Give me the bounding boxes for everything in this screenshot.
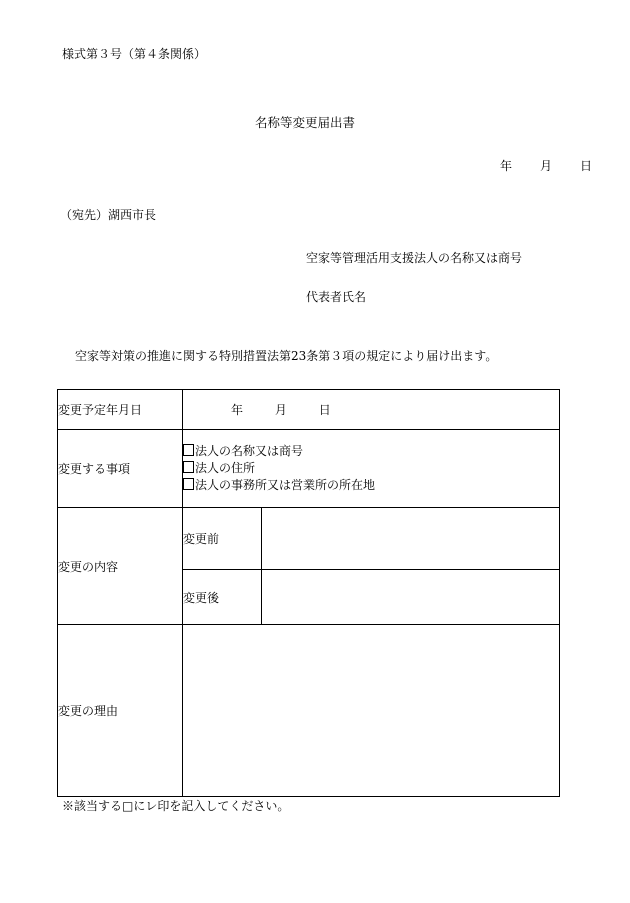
scheduled-day: 日 (318, 403, 331, 417)
date-day: 日 (580, 159, 593, 173)
item-checkbox[interactable]: 法人の事務所又は営業所の所在地 (183, 477, 559, 494)
footnote: ※該当する□にレ印を記入してください。 (62, 799, 290, 813)
items-label: 変更する事項 (58, 430, 183, 508)
scheduled-date-label: 変更予定年月日 (58, 390, 183, 430)
change-form-table (57, 389, 560, 797)
scheduled-month: 月 (274, 403, 287, 417)
content-label: 変更の内容 (58, 508, 183, 625)
checkbox-icon[interactable] (183, 478, 194, 490)
after-label: 変更後 (183, 570, 262, 625)
document-title: 名称等変更届出書 (255, 115, 356, 130)
before-label: 変更前 (183, 508, 262, 570)
date-year: 年 (500, 159, 513, 173)
checkbox-icon[interactable] (183, 444, 194, 456)
scheduled-year: 年 (231, 403, 244, 417)
checkbox-icon[interactable] (183, 461, 194, 473)
reason-label: 変更の理由 (58, 625, 183, 797)
form-number: 様式第３号（第４条関係） (62, 47, 207, 61)
applicant-name-label: 空家等管理活用支援法人の名称又は商号 (306, 251, 523, 265)
after-field[interactable] (262, 570, 560, 625)
reason-field[interactable] (183, 625, 560, 797)
date-month: 月 (540, 159, 553, 173)
addressee: （宛先）湖西市長 (60, 208, 157, 222)
before-field[interactable] (262, 508, 560, 570)
statement: 空家等対策の推進に関する特別措置法第23条第３項の規定により届け出ます。 (75, 349, 498, 363)
scheduled-date-field[interactable] (183, 390, 560, 430)
item-checkbox[interactable]: 法人の名称又は商号 (183, 443, 559, 460)
item-checkbox[interactable]: 法人の住所 (183, 460, 559, 477)
items-checklist (183, 430, 560, 508)
representative-label: 代表者氏名 (306, 290, 367, 304)
